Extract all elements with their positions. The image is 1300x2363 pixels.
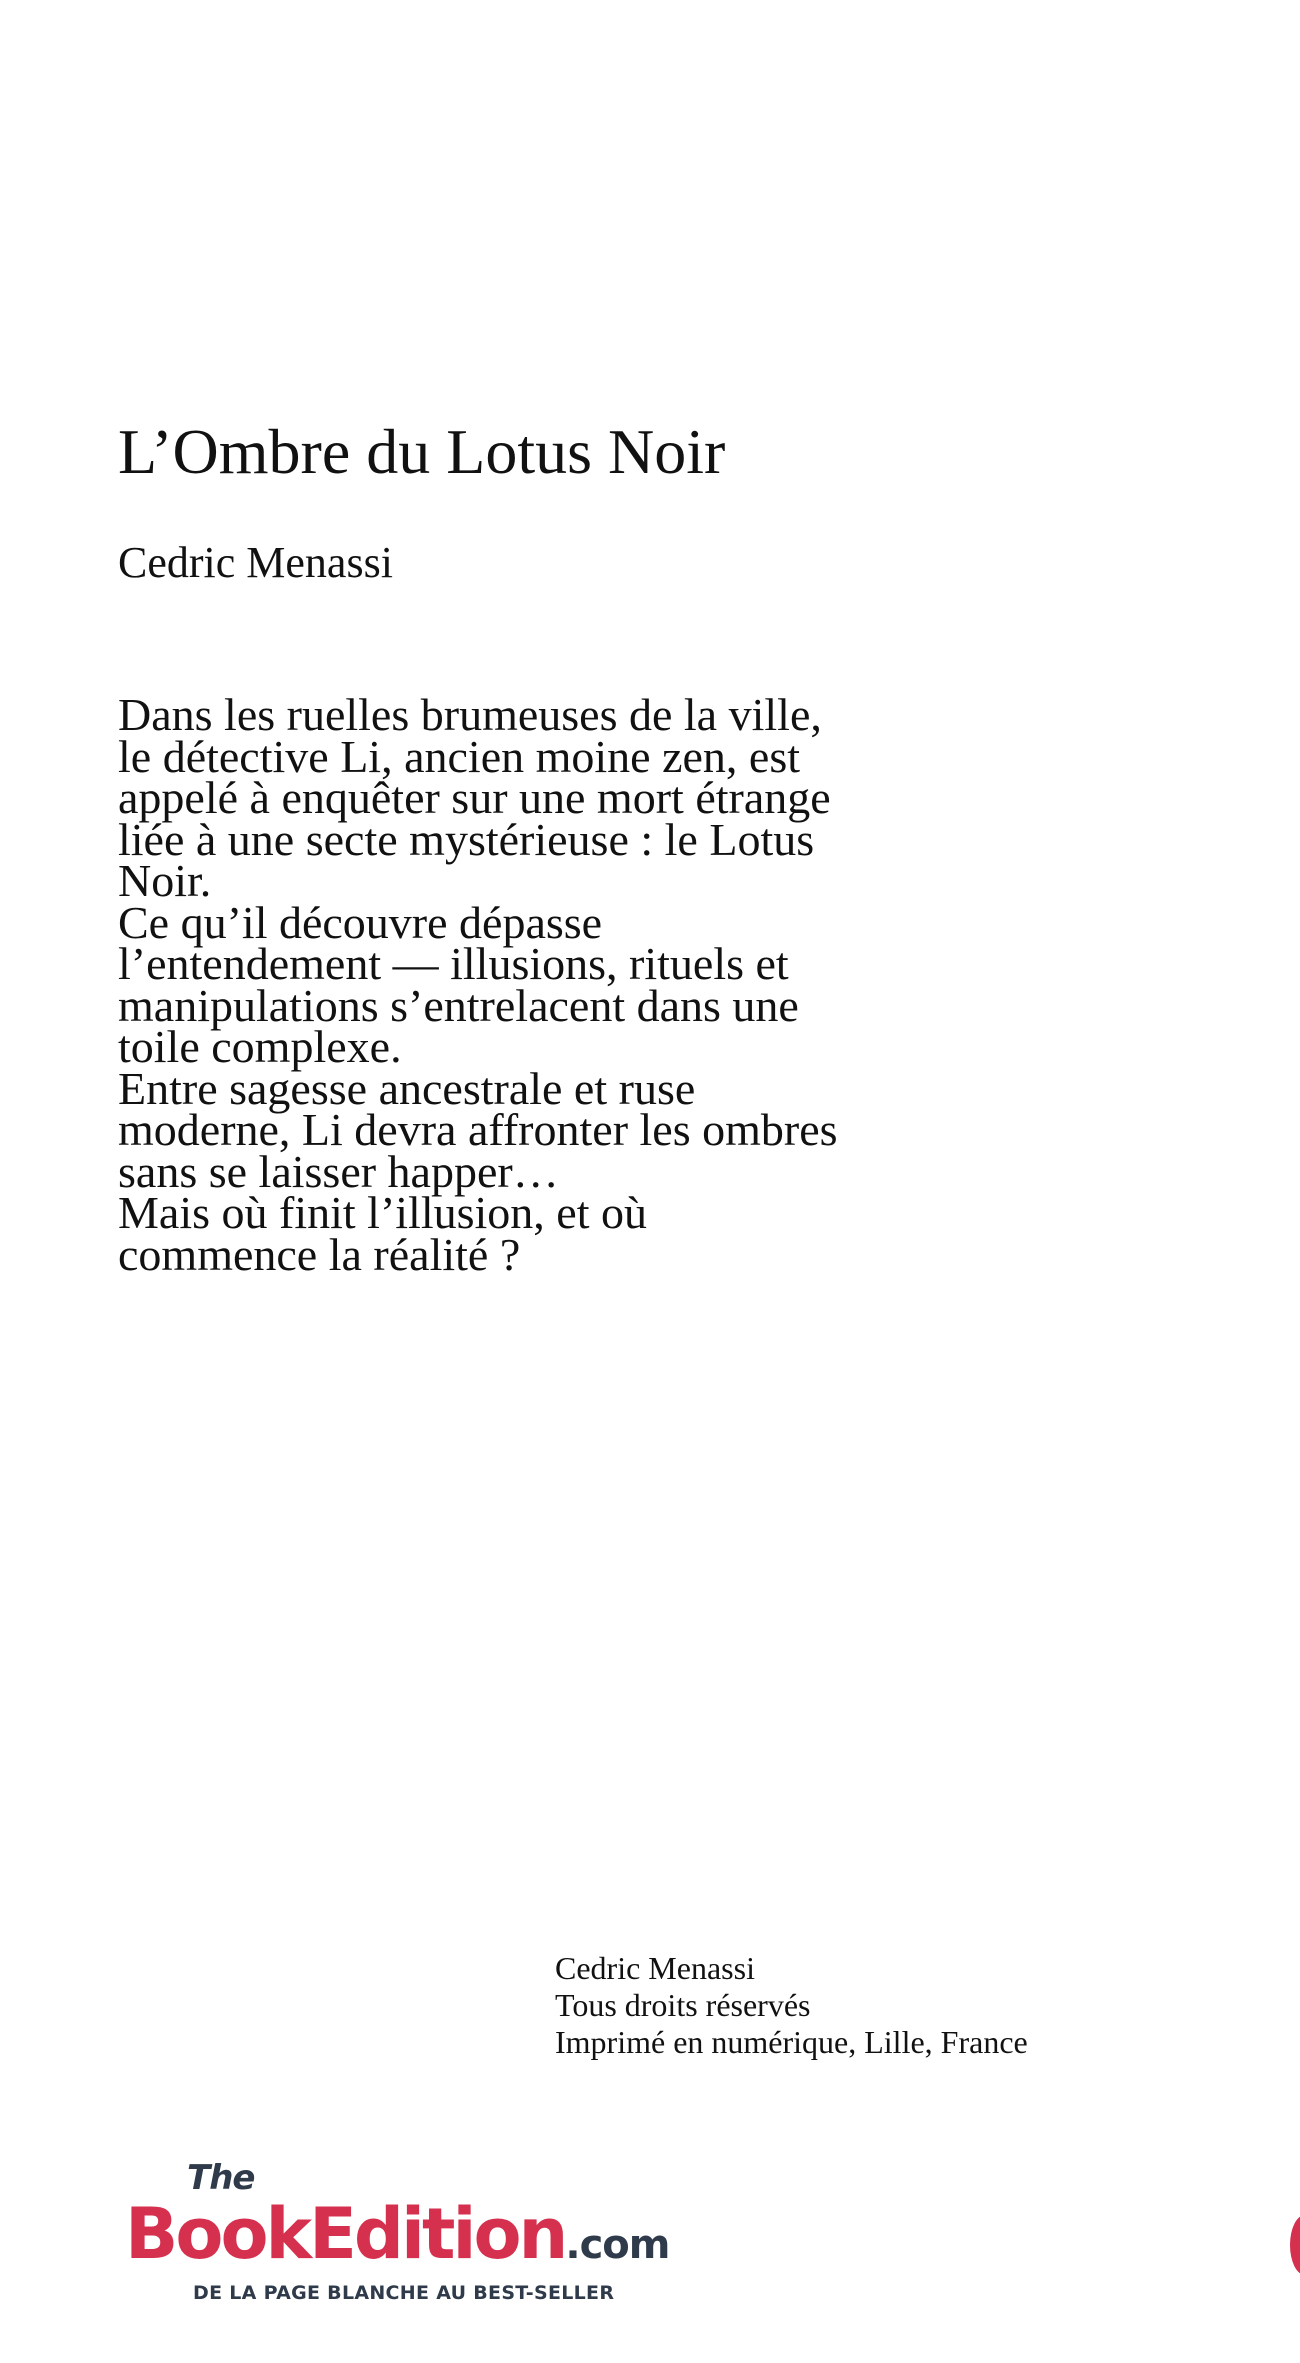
logo-domain: .com	[565, 2222, 670, 2268]
logo-the-text: The	[187, 2158, 255, 2198]
book-title: L’Ombre du Lotus Noir	[118, 416, 726, 487]
logo-tagline: DE LA PAGE BLANCHE AU BEST-SELLER	[193, 2282, 615, 2304]
blurb-line: toile complexe.	[118, 1021, 402, 1072]
author-name: Cedric Menassi	[118, 538, 393, 587]
bookedition-logo	[125, 2150, 725, 2310]
imprint-block	[555, 1950, 1028, 2061]
blurb-line: sans se laisser happer…	[118, 1145, 559, 1197]
blurb-line: le détective Li, ancien moine zen, est	[118, 730, 801, 782]
logo-name: BookEdition	[125, 2193, 566, 2275]
blurb-line: manipulations s’entrelacent dans une	[118, 979, 799, 1031]
blurb-line: Ce qu’il découvre dépasse	[118, 896, 603, 948]
logo-wordmark	[125, 2194, 669, 2285]
blurb-line: Noir.	[118, 855, 212, 906]
edge-mark-shape	[1290, 2215, 1300, 2275]
imprint-printing: Imprimé en numérique, Lille, France	[555, 2024, 1028, 2060]
blurb-line: Dans les ruelles brumeuses de la ville,	[118, 689, 822, 740]
blurb-line: l’entendement — illusions, rituels et	[118, 938, 789, 989]
blurb-line: moderne, Li devra affronter les ombres	[118, 1104, 838, 1155]
blurb-line: Entre sagesse ancestrale et ruse	[118, 1062, 696, 1114]
imprint-rights: Tous droits réservés	[555, 1987, 811, 2023]
blurb-line: commence la réalité ?	[118, 1228, 521, 1280]
blurb-line: appelé à enquêter sur une mort étrange	[118, 772, 831, 823]
blurb-line: liée à une secte mystérieuse : le Lotus	[118, 813, 815, 865]
blurb-line: Mais où finit l’illusion, et où	[118, 1187, 647, 1238]
back-cover-blurb	[118, 689, 998, 1280]
imprint-author: Cedric Menassi	[555, 1950, 755, 1986]
